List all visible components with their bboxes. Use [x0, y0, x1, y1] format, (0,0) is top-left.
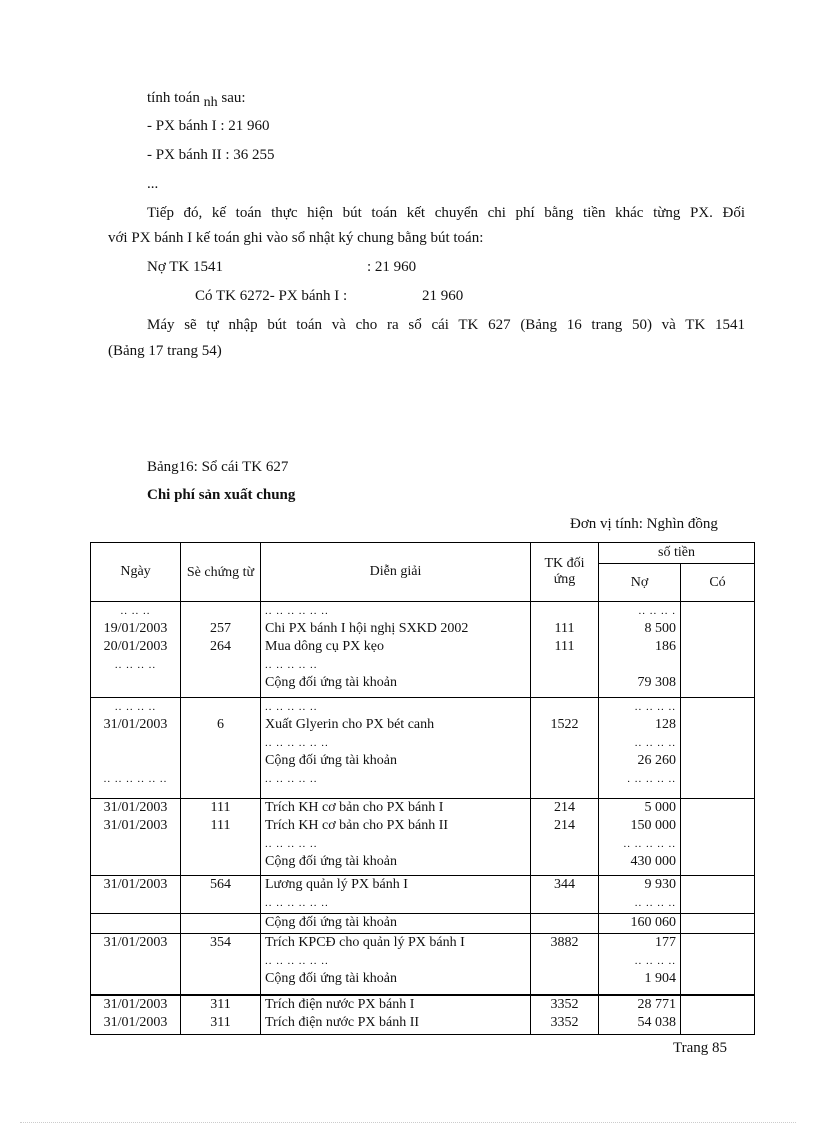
- ledger-table: [90, 542, 755, 1035]
- description-cell: [261, 995, 531, 1035]
- debit-cell-line: [603, 656, 676, 674]
- account-cell: [531, 914, 599, 934]
- debit-cell-line: 160 060: [630, 915, 676, 930]
- unit-label: Đơn vị tính: Nghìn đồng: [570, 516, 718, 532]
- voucher-cell: [181, 914, 261, 934]
- date-cell-line: 31/01/2003: [103, 717, 168, 732]
- description-cell-line: .. .. .. .. .. ..: [265, 955, 329, 967]
- voucher-cell-line: 264: [210, 639, 231, 654]
- credit-cell: [681, 698, 755, 799]
- voucher-cell-line: [185, 698, 256, 716]
- debit-cell-line: 177: [655, 935, 676, 950]
- account-cell-line: 3352: [550, 1014, 579, 1030]
- account-cell-line: 111: [554, 639, 575, 654]
- debit-cell: [599, 995, 681, 1035]
- debit-cell-line: 79 308: [637, 675, 676, 690]
- debit-cell: [599, 698, 681, 799]
- intro-item-2: - PX bánh II : 36 255: [147, 147, 275, 163]
- voucher-cell: [181, 934, 261, 995]
- account-cell-line: 344: [554, 877, 575, 892]
- table-subtitle: Chi phí sản xuất chung: [147, 487, 296, 503]
- account-cell-line: 1522: [550, 717, 579, 732]
- credit-cell: [681, 876, 755, 914]
- voucher-cell-line: 311: [210, 1014, 231, 1030]
- voucher-cell: [181, 602, 261, 698]
- debit-cell-line: 128: [655, 717, 676, 732]
- description-cell-line: .. .. .. .. .. ..: [265, 737, 329, 749]
- description-cell: [261, 799, 531, 876]
- debit-cell-line: .. .. .. ..: [634, 701, 676, 713]
- header-account: TK đối ứng: [531, 543, 599, 602]
- debit-cell: [599, 934, 681, 995]
- description-cell-line: Cộng đối ứng tài khoản: [265, 971, 398, 986]
- description-cell-line: Trích KH cơ bản cho PX bánh II: [265, 818, 449, 833]
- header-date: Ngày: [91, 543, 181, 602]
- debit-cell-line: . .. .. .. ..: [627, 773, 676, 785]
- voucher-cell-line: 564: [210, 877, 231, 892]
- account-cell: [531, 698, 599, 799]
- account-cell: [531, 934, 599, 995]
- debit-cell-line: 28 771: [637, 996, 676, 1012]
- debit-cell: [599, 876, 681, 914]
- para2-first-line: Máy sẽ tự nhập bút toán và cho ra sổ cái TK 627 (Bảng 16 trang 50) và TK 1541: [147, 317, 745, 333]
- para2-second-line: (Bảng 17 trang 54): [108, 343, 222, 359]
- description-cell: [261, 934, 531, 995]
- voucher-cell-line: 354: [210, 935, 231, 950]
- debit-cell-line: 150 000: [630, 818, 676, 833]
- header-amount: số tiền: [599, 543, 755, 564]
- para1-first-line: Tiếp đó, kế toán thực hiện bút toán kết chuyển chi phí bằng tiền khác từng PX. Đối: [147, 205, 745, 221]
- date-cell: [91, 698, 181, 799]
- description-cell: [261, 698, 531, 799]
- intro-line-1-subscript: nh: [203, 95, 218, 110]
- date-cell-line: 31/01/2003: [103, 877, 168, 892]
- description-cell-line: .. .. .. .. ..: [265, 659, 318, 671]
- description-cell-line: Cộng đối ứng tài khoản: [265, 753, 398, 768]
- description-cell-line: .. .. .. .. ..: [265, 773, 318, 785]
- voucher-cell-line: 6: [217, 717, 224, 732]
- header-voucher: Sè chứng từ: [181, 543, 261, 602]
- description-cell-line: Cộng đối ứng tài khoản: [265, 854, 398, 869]
- description-cell-line: .. .. .. .. ..: [265, 838, 318, 850]
- account-cell-line: 214: [554, 818, 575, 833]
- ledger-group-row: [91, 934, 755, 995]
- voucher-cell-line: 257: [210, 621, 231, 636]
- date-cell-line: [95, 752, 176, 770]
- credit-cell: [681, 602, 755, 698]
- date-cell-line: .. .. .. .. .. ..: [103, 773, 168, 785]
- date-cell: [91, 876, 181, 914]
- debit-cell-line: 186: [655, 639, 676, 654]
- description-cell-line: Cộng đối ứng tài khoản: [265, 915, 398, 930]
- account-cell: [531, 799, 599, 876]
- date-cell: [91, 914, 181, 934]
- account-cell-line: [535, 698, 594, 716]
- voucher-cell-line: 111: [210, 800, 231, 815]
- description-cell-line: Trích điện nước PX bánh II: [265, 1014, 420, 1030]
- date-cell: [91, 602, 181, 698]
- voucher-cell-line: 311: [210, 996, 231, 1012]
- date-cell-line: 31/01/2003: [103, 935, 168, 950]
- date-cell: [91, 995, 181, 1035]
- debit-cell-line: 430 000: [630, 854, 676, 869]
- debit-cell-line: 1 904: [644, 971, 676, 986]
- intro-line-1: [147, 90, 246, 110]
- intro-line-1-text-b: sau:: [221, 90, 246, 106]
- description-cell-line: Trích điện nước PX bánh I: [265, 996, 415, 1012]
- date-cell: [91, 934, 181, 995]
- date-cell-line: 31/01/2003: [103, 800, 168, 815]
- credit-cell: [681, 995, 755, 1035]
- para1-second-line: với PX bánh I kế toán ghi vào sổ nhật ký chung bằng bút toán:: [108, 230, 484, 246]
- intro-ellipsis: ...: [147, 176, 159, 192]
- entry-debit-value: : 21 960: [367, 259, 417, 275]
- voucher-cell-line: [185, 602, 256, 620]
- page-number: Trang 85: [673, 1040, 728, 1056]
- ledger-group-row: [91, 995, 755, 1035]
- account-cell-line: [535, 602, 594, 620]
- voucher-cell: [181, 799, 261, 876]
- account-cell: [531, 995, 599, 1035]
- voucher-cell: [181, 876, 261, 914]
- debit-cell-line: .. .. .. ..: [634, 737, 676, 749]
- date-cell: [91, 799, 181, 876]
- header-debit: Nợ: [599, 564, 681, 602]
- description-cell-line: Chi PX bánh I hội nghị SXKD 2002: [265, 621, 469, 636]
- account-cell: [531, 602, 599, 698]
- credit-cell: [681, 799, 755, 876]
- description-cell-line: .. .. .. .. .. ..: [265, 605, 329, 617]
- date-cell-line: 31/01/2003: [103, 1014, 168, 1030]
- debit-cell-line: .. .. .. .. ..: [623, 838, 676, 850]
- debit-cell-line: .. .. .. ..: [634, 955, 676, 967]
- ledger-group-row: [91, 602, 755, 698]
- ledger-group-row: [91, 876, 755, 914]
- date-cell-line: 31/01/2003: [103, 818, 168, 833]
- description-cell-line: Mua dông cụ PX kẹo: [265, 639, 384, 654]
- entry-credit-label: Có TK 6272- PX bánh I :: [195, 288, 348, 304]
- date-cell-line: .. .. .. ..: [114, 659, 157, 671]
- description-cell-line: Trích KPCĐ cho quản lý PX bánh I: [265, 935, 465, 950]
- account-cell-line: 3352: [550, 996, 579, 1012]
- intro-line-1-text-a: tính toán: [147, 90, 200, 106]
- date-cell-line: 31/01/2003: [103, 996, 168, 1012]
- ledger-group-row: [91, 698, 755, 799]
- account-cell-line: 111: [554, 621, 575, 636]
- account-cell: [531, 876, 599, 914]
- description-cell-line: .. .. .. .. .. ..: [265, 897, 329, 909]
- header-description: Diễn giải: [261, 543, 531, 602]
- header-credit: Có: [681, 564, 755, 602]
- debit-cell-line: 54 038: [637, 1014, 676, 1030]
- debit-cell-line: 9 930: [644, 877, 676, 892]
- description-cell: [261, 914, 531, 934]
- debit-cell: [599, 799, 681, 876]
- voucher-cell-line: 111: [210, 818, 231, 833]
- description-cell-line: .. .. .. .. ..: [265, 701, 318, 713]
- account-cell-line: 214: [554, 800, 575, 815]
- description-cell-line: Xuất Glyerin cho PX bét canh: [265, 717, 435, 732]
- debit-cell: [599, 602, 681, 698]
- debit-cell-line: 8 500: [644, 621, 676, 636]
- description-cell-line: Cộng đối ứng tài khoản: [265, 675, 398, 690]
- voucher-cell: [181, 995, 261, 1035]
- debit-cell-line: .. .. .. .: [638, 605, 676, 617]
- credit-cell: [681, 914, 755, 934]
- debit-cell-line: 26 260: [637, 753, 676, 768]
- entry-debit-label: Nợ TK 1541: [147, 259, 223, 275]
- credit-cell: [681, 934, 755, 995]
- debit-cell-line: .. .. .. ..: [634, 897, 676, 909]
- ledger-body: [91, 602, 755, 1035]
- debit-cell: [599, 914, 681, 934]
- ledger-group-row: [91, 799, 755, 876]
- date-cell-line: .. .. .. ..: [114, 701, 157, 713]
- date-cell-line: 19/01/2003: [103, 621, 168, 636]
- debit-cell-line: 5 000: [644, 800, 676, 815]
- account-cell-line: 3882: [550, 935, 579, 950]
- ledger-group-row: [91, 914, 755, 934]
- description-cell-line: Trích KH cơ bản cho PX bánh I: [265, 800, 444, 815]
- table-caption: Bảng16: Sổ cái TK 627: [147, 459, 289, 475]
- description-cell-line: Lương quản lý PX bánh I: [265, 877, 408, 892]
- entry-credit-value: 21 960: [422, 288, 464, 304]
- voucher-cell: [181, 698, 261, 799]
- date-cell-line: 20/01/2003: [103, 639, 168, 654]
- intro-item-1: - PX bánh I : 21 960: [147, 118, 270, 134]
- description-cell: [261, 876, 531, 914]
- date-cell-line: .. .. ..: [120, 605, 151, 617]
- description-cell: [261, 602, 531, 698]
- date-cell-line: [95, 734, 176, 752]
